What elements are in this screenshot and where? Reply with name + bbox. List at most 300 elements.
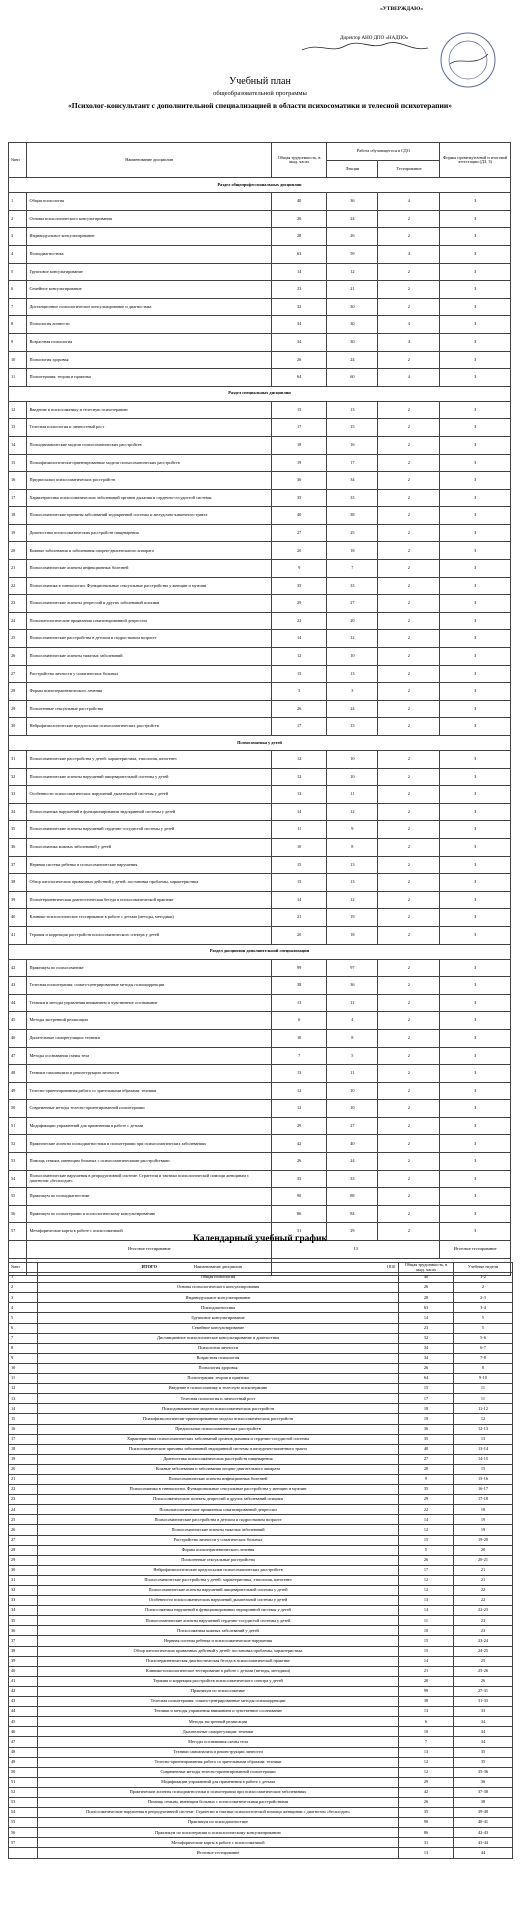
study-weeks: 42-43 (454, 1828, 513, 1838)
study-weeks: 20-21 (454, 1555, 513, 1565)
table-row (9, 1848, 513, 1858)
study-weeks: 38 (454, 1797, 513, 1807)
table-row (9, 1646, 513, 1656)
row-number: 42 (9, 1686, 38, 1696)
study-weeks: 20 (454, 1545, 513, 1555)
total-hours: 13 (399, 1747, 454, 1757)
row-number (9, 1848, 38, 1858)
attestation-form: З (440, 718, 511, 736)
discipline-name: Возрастная психология (27, 333, 271, 351)
table-row (9, 1575, 513, 1585)
section-row (9, 178, 511, 193)
study-weeks: 16-17 (454, 1485, 513, 1495)
row-number: 47 (9, 1047, 27, 1065)
discipline-name: Психотерапия: теория и практика (27, 369, 271, 387)
testing-hours: 2 (378, 507, 440, 525)
total-hours: 17 (399, 1565, 454, 1575)
row-number: 29 (9, 1555, 38, 1565)
attestation-form: З (440, 959, 511, 977)
discipline-name: Психология личности (38, 1343, 399, 1353)
total-hours: 15 (271, 665, 326, 683)
discipline-name: Психодинамические модели психосоматических расстройств (27, 436, 271, 454)
discipline-name: Психосоматика нарушений в функционировании эндокринной системы у детей (27, 803, 271, 821)
row-number: 11 (9, 369, 27, 387)
discipline-name: Диагностика психосоматических расстройств пищеварения (38, 1454, 399, 1464)
discipline-name: Индивидуальное консультирование (38, 1293, 399, 1303)
lecture-hours: 15 (327, 419, 378, 437)
col-hours-header: Общая трудоемкость, в акад. часах (271, 143, 326, 178)
row-number: 9 (9, 1353, 38, 1363)
row-number: 55 (9, 1188, 27, 1206)
study-weeks: 19-20 (454, 1535, 513, 1545)
study-weeks: 39-40 (454, 1808, 513, 1818)
cal-col-num-header: №нп (9, 1263, 38, 1273)
study-weeks: 11 (454, 1394, 513, 1404)
discipline-name: Методы осознавания схемы тела (27, 1047, 271, 1065)
final-test-form: Итоговое тестирование (440, 1241, 511, 1259)
testing-hours: 2 (378, 1170, 440, 1188)
lecture-hours: 24 (327, 700, 378, 718)
row-number: 8 (9, 1343, 38, 1353)
lecture-hours: 10 (327, 1100, 378, 1118)
table-row (9, 472, 511, 490)
study-weeks: 9-10 (454, 1374, 513, 1384)
attestation-form: З (440, 193, 511, 211)
discipline-name: Психосоматические аспекты нарушений пищеварительной системы у детей (27, 768, 271, 786)
testing-hours: 4 (378, 333, 440, 351)
table-row (9, 683, 511, 701)
study-weeks: 14-15 (454, 1454, 513, 1464)
total-hours: 12 (271, 751, 326, 769)
page-subtitle: общеобразовательной программы (213, 90, 307, 97)
final-test-label: Итоговое тестирование (27, 1241, 271, 1259)
cal-col-name-header: Наименование дисциплин (38, 1263, 399, 1273)
table-row (9, 1283, 513, 1293)
table-row (9, 612, 511, 630)
testing-hours: 2 (378, 1082, 440, 1100)
discipline-name: Введение в психосоматику и телесную психотерапию (38, 1384, 399, 1394)
total-hours: 14 (271, 263, 326, 281)
table-row (9, 1117, 511, 1135)
table-row (9, 1313, 513, 1323)
discipline-name: Психосоматические аспекты тяжелых заболеваний (27, 648, 271, 666)
lecture-hours: 4 (327, 1012, 378, 1030)
table-row (9, 994, 511, 1012)
discipline-name: Телесная психология и личностный рост (27, 419, 271, 437)
study-weeks: 12 (454, 1414, 513, 1424)
discipline-name: Предпосылки психосоматических расстройств (38, 1424, 399, 1434)
testing-hours: 2 (378, 994, 440, 1012)
page-title: Учебный план (229, 76, 291, 87)
study-weeks: 34 (454, 1737, 513, 1747)
discipline-name: Психопатологические проявления соматизированной депрессии (38, 1505, 399, 1515)
table-row (9, 926, 511, 944)
discipline-name: Семейное консультирование (38, 1323, 399, 1333)
table-row (9, 1666, 513, 1676)
discipline-name: Телесная психотерапия: соматo-центрированные методы психокоррекции (27, 977, 271, 995)
lecture-hours: 59 (327, 245, 378, 263)
total-hours: 99 (271, 959, 326, 977)
total-hours: 26 (399, 1363, 454, 1373)
attestation-form: З (440, 263, 511, 281)
table-row (9, 1586, 513, 1596)
study-weeks: 8 (454, 1363, 513, 1373)
total-hours: 35 (399, 1434, 454, 1444)
lecture-hours: 12 (327, 803, 378, 821)
discipline-name: Нервная система ребенка и психосоматические нарушения (27, 856, 271, 874)
lecture-hours: 24 (327, 1153, 378, 1171)
row-number: 15 (9, 1414, 38, 1424)
row-number: 28 (9, 1545, 38, 1555)
col-num-header: №нп (9, 143, 27, 178)
section-title: Раздел общепрофессиональных дисциплин (9, 178, 511, 193)
discipline-name: Дыхательные саморегуляции: техники (27, 1029, 271, 1047)
curriculum-header-row (9, 143, 511, 161)
discipline-name: Обзор патологических привычных действий у детей: постановка проблемы, характеристика (27, 874, 271, 892)
lecture-hours: 38 (327, 507, 378, 525)
calendar-title: Календарный учебный график (193, 1234, 327, 1244)
discipline-name: Общая психология (38, 1273, 399, 1283)
table-row (9, 298, 511, 316)
row-number: 2 (9, 1283, 38, 1293)
row-number: 1 (9, 1273, 38, 1283)
table-row (9, 489, 511, 507)
attestation-form: З (440, 351, 511, 369)
table-row (9, 333, 511, 351)
discipline-name: Помощь семьям, имеющим больных с психосоматическими расстройствами (38, 1797, 399, 1807)
table-row (9, 821, 511, 839)
lecture-hours: 40 (327, 1135, 378, 1153)
testing-hours: 2 (378, 1205, 440, 1223)
row-number: 5 (9, 263, 27, 281)
testing-hours: 2 (378, 351, 440, 369)
testing-hours: 2 (378, 977, 440, 995)
discipline-name: Психология личности (27, 316, 271, 334)
row-number: 4 (9, 1303, 38, 1313)
table-row (9, 560, 511, 578)
discipline-name: Расстройства личности у соматических больных (27, 665, 271, 683)
total-hours: 40 (399, 1444, 454, 1454)
table-row (9, 228, 511, 246)
study-weeks: 12-13 (454, 1424, 513, 1434)
signature-mark (300, 40, 430, 54)
total-hours: 13 (399, 1848, 454, 1858)
lecture-hours: 26 (327, 228, 378, 246)
discipline-name: Практикум по психосоматике (27, 959, 271, 977)
testing-hours: 2 (378, 1188, 440, 1206)
table-row (9, 1596, 513, 1606)
table-row (9, 803, 511, 821)
row-number: 16 (9, 1424, 38, 1434)
lecture-hours: 17 (327, 454, 378, 472)
row-number: 7 (9, 1333, 38, 1343)
table-row (9, 369, 511, 387)
total-hours: 23 (399, 1323, 454, 1333)
study-weeks: 1-2 (454, 1273, 513, 1283)
row-number: 22 (9, 577, 27, 595)
row-number: 47 (9, 1737, 38, 1747)
attestation-form: З (440, 401, 511, 419)
section-row (9, 386, 511, 401)
total-hours: 64 (399, 1374, 454, 1384)
table-row (9, 1012, 511, 1030)
table-row (9, 1515, 513, 1525)
discipline-name: Основы психологического консультирования (27, 210, 271, 228)
study-weeks: 44 (454, 1848, 513, 1858)
total-hours: 12 (271, 648, 326, 666)
row-number: 12 (9, 401, 27, 419)
discipline-name: Практикум по психотерапии и психологическому консультированию (38, 1828, 399, 1838)
approval-label: «УТВЕРЖДАЮ» (380, 6, 424, 12)
testing-hours: 2 (378, 1012, 440, 1030)
discipline-name: Телесная психология и личностный рост (38, 1394, 399, 1404)
row-number: 10 (9, 351, 27, 369)
table-row (9, 419, 511, 437)
row-number: 31 (9, 1575, 38, 1585)
lecture-hours: 18 (327, 926, 378, 944)
lecture-hours: 33 (327, 577, 378, 595)
lecture-hours: 8 (327, 1029, 378, 1047)
study-weeks: 31-33 (454, 1697, 513, 1707)
row-number: 36 (9, 1626, 38, 1636)
testing-hours: 2 (378, 648, 440, 666)
lecture-hours: 18 (327, 542, 378, 560)
attestation-form: З (440, 1082, 511, 1100)
row-number: 42 (9, 959, 27, 977)
attestation-form: З (440, 803, 511, 821)
row-number: 54 (9, 1808, 38, 1818)
table-row (9, 263, 511, 281)
row-number: 50 (9, 1767, 38, 1777)
total-hours: 10 (271, 838, 326, 856)
col-name-header: Наименование дисциплин (27, 143, 271, 178)
table-row (9, 1828, 513, 1838)
lecture-hours: 33 (327, 489, 378, 507)
total-hours: 42 (271, 1135, 326, 1153)
table-row (9, 1737, 513, 1747)
table-row (9, 1727, 513, 1737)
row-number: 25 (9, 630, 27, 648)
table-row (9, 1293, 513, 1303)
discipline-name: Психосоматика в гинекологии. Функциональные сексуальные расстройства у женщин и мужчин (38, 1485, 399, 1495)
lecture-hours: 11 (327, 994, 378, 1012)
study-weeks: 26 (454, 1676, 513, 1686)
total-hours: 7 (271, 1047, 326, 1065)
table-row (9, 909, 511, 927)
lecture-hours: 7 (327, 560, 378, 578)
attestation-form: З (440, 1047, 511, 1065)
study-weeks: 22 (454, 1596, 513, 1606)
discipline-name: Психосоматика кожных заболеваний у детей (27, 838, 271, 856)
testing-hours: 4 (378, 369, 440, 387)
table-row (9, 1374, 513, 1384)
total-hours: 35 (399, 1485, 454, 1495)
total-hours: 32 (271, 298, 326, 316)
discipline-name: Техники самоанализа и реконструкции личности (38, 1747, 399, 1757)
row-number: 32 (9, 768, 27, 786)
table-row (9, 1717, 513, 1727)
total-hours: 31 (271, 1223, 326, 1241)
table-row (9, 1343, 513, 1353)
attestation-form: З (440, 419, 511, 437)
section-row (9, 736, 511, 751)
study-weeks: 33 (454, 1707, 513, 1717)
total-label: ИТОГО (27, 1258, 271, 1276)
attestation-form: З (440, 228, 511, 246)
table-row (9, 1444, 513, 1454)
table-row (9, 316, 511, 334)
total-hours: 15 (399, 1646, 454, 1656)
lecture-hours: 9 (327, 821, 378, 839)
lecture-hours: 13 (327, 401, 378, 419)
total-hours: 28 (271, 228, 326, 246)
row-number: 11 (9, 1374, 38, 1384)
study-weeks: 25-26 (454, 1666, 513, 1676)
row-number: 26 (9, 1525, 38, 1535)
table-row (9, 1135, 511, 1153)
testing-hours: 2 (378, 419, 440, 437)
row-number: 31 (9, 751, 27, 769)
table-row (9, 751, 511, 769)
row-number: 34 (9, 1606, 38, 1616)
row-number: 24 (9, 612, 27, 630)
table-row (9, 1697, 513, 1707)
discipline-name: Психосоматика в гинекологии. Функциональные сексуальные расстройства у женщин и мужчин (27, 577, 271, 595)
study-weeks: 15 (454, 1464, 513, 1474)
testing-hours: 2 (378, 1047, 440, 1065)
calendar-header-row (9, 1263, 513, 1273)
testing-hours: 2 (378, 683, 440, 701)
total-hours: 22 (271, 612, 326, 630)
total-hours: 17 (399, 1394, 454, 1404)
total-hours: 26 (399, 1555, 454, 1565)
row-number: 34 (9, 803, 27, 821)
row-number: 12 (9, 1384, 38, 1394)
discipline-name: Модификации упражнений для применения в работе с детьми (38, 1777, 399, 1787)
lecture-hours: 13 (327, 856, 378, 874)
study-weeks: 21 (454, 1575, 513, 1585)
discipline-name: Клинико-психологическое тестирование в работе с детьми (методы, методики) (38, 1666, 399, 1676)
lecture-hours: 27 (327, 595, 378, 613)
row-number: 14 (9, 1404, 38, 1414)
table-row (9, 401, 511, 419)
total-hours: 19 (399, 1414, 454, 1424)
total-hours: 14 (271, 891, 326, 909)
attestation-form: З (440, 1153, 511, 1171)
table-row (9, 1676, 513, 1686)
total-hours: 6 (271, 1012, 326, 1030)
discipline-name: Психосоматические нарушения в репродуктивной системе. Стратегии и тактики психологической помощи женщинам с диагнозом «бесплодие» (27, 1170, 271, 1188)
discipline-name: Психосоматические аспекты инфекционных болезней (27, 560, 271, 578)
total-hours: 15 (399, 1384, 454, 1394)
total-hours: 99 (399, 1686, 454, 1696)
table-row (9, 838, 511, 856)
row-number: 35 (9, 1616, 38, 1626)
row-number: 19 (9, 1454, 38, 1464)
discipline-name: Основы психологического консультирования (38, 1283, 399, 1293)
row-number: 52 (9, 1135, 27, 1153)
lecture-hours: 29 (327, 1223, 378, 1241)
lecture-hours: 60 (327, 369, 378, 387)
study-weeks: 23-24 (454, 1636, 513, 1646)
col-lectures-header: Лекции (327, 160, 378, 178)
total-hours: 13 (399, 1596, 454, 1606)
total-hours: 13 (271, 994, 326, 1012)
table-row (9, 1485, 513, 1495)
attestation-form: З (440, 1117, 511, 1135)
lecture-hours: 10 (327, 768, 378, 786)
table-row (9, 1767, 513, 1777)
lecture-hours: 30 (327, 316, 378, 334)
testing-hours: 2 (378, 665, 440, 683)
discipline-name: Формы психотерапевтического лечения (27, 683, 271, 701)
row-number: 28 (9, 683, 27, 701)
discipline-name: Дистанционное психологическое консультирование и диагностика (38, 1333, 399, 1343)
discipline-name: Формы психотерапевтического лечения (38, 1545, 399, 1555)
table-row (9, 1188, 511, 1206)
study-weeks: 19 (454, 1515, 513, 1525)
table-row (9, 1454, 513, 1464)
discipline-name: Психосоматические причины заболеваний эндокринной системы и желудочно-кишечного тракта (27, 507, 271, 525)
table-row (9, 1535, 513, 1545)
study-weeks: 7-8 (454, 1353, 513, 1363)
total-hours: 14 (399, 1656, 454, 1666)
attestation-form: З (440, 1029, 511, 1047)
table-row (9, 1047, 511, 1065)
testing-hours: 2 (378, 926, 440, 944)
row-number: 27 (9, 665, 27, 683)
row-number: 7 (9, 298, 27, 316)
discipline-name: Современные методы телесно-ориентированной психотерапии (38, 1767, 399, 1777)
discipline-name: Модификации упражнений для применения в работе с детьми (27, 1117, 271, 1135)
testing-hours: 2 (378, 1135, 440, 1153)
row-number: 20 (9, 1464, 38, 1474)
discipline-name: Психодинамические модели психосоматических расстройств (38, 1404, 399, 1414)
study-weeks: 22-23 (454, 1606, 513, 1616)
total-hours: 29 (399, 1777, 454, 1787)
study-weeks: 21 (454, 1565, 513, 1575)
lecture-hours: 5 (327, 1047, 378, 1065)
row-number: 2 (9, 210, 27, 228)
discipline-name: Психосоматические аспекты депрессий и других заболеваний психики (38, 1495, 399, 1505)
lecture-hours: 24 (327, 210, 378, 228)
row-number: 13 (9, 419, 27, 437)
attestation-form: З (440, 1065, 511, 1083)
calendar-table (8, 1262, 513, 1859)
total-hours: 63 (271, 245, 326, 263)
testing-hours: 2 (378, 959, 440, 977)
study-weeks: 43-44 (454, 1838, 513, 1848)
table-row (9, 718, 511, 736)
section-title: Раздел дисциплин дополнительной специализации (9, 944, 511, 959)
attestation-form: З (440, 994, 511, 1012)
table-row (9, 1565, 513, 1575)
table-row (9, 436, 511, 454)
total-hours: 90 (271, 1188, 326, 1206)
total-hours: 12 (399, 1767, 454, 1777)
table-row (9, 856, 511, 874)
discipline-name: Психофизиологически-ориентированные модели психосоматических расстройств (38, 1414, 399, 1424)
lecture-hours: 13 (327, 874, 378, 892)
discipline-name: Методы экстренной релаксации (38, 1717, 399, 1727)
table-row (9, 1205, 511, 1223)
study-weeks: 15-16 (454, 1474, 513, 1484)
attestation-form: З (440, 612, 511, 630)
attestation-form: З (440, 245, 511, 263)
director-caption: Директор АНО ДПО «НАДПО» (340, 36, 409, 41)
table-row (9, 281, 511, 299)
discipline-name: Нейрофизиологические предпосылки психосоматических расстройств (27, 718, 271, 736)
